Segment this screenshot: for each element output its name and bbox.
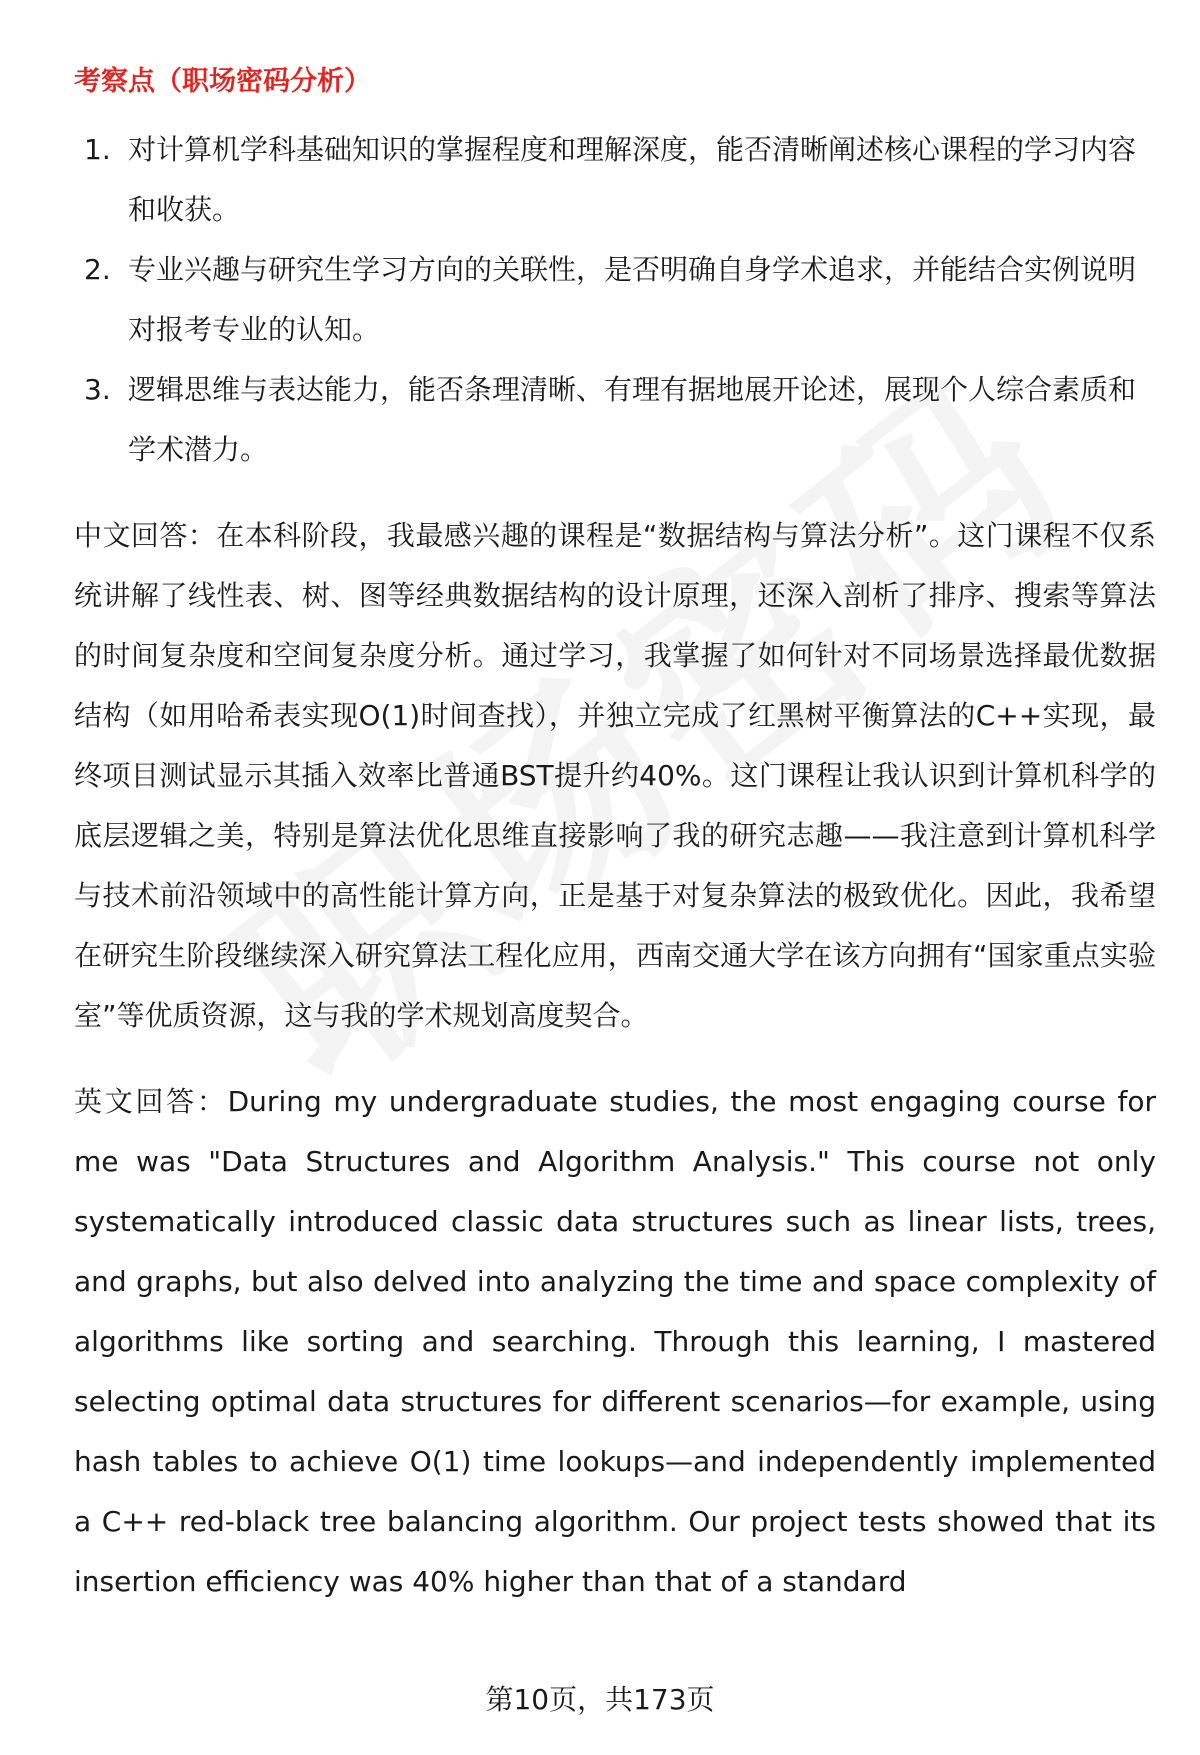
point-text: 对计算机学科基础知识的掌握程度和理解深度，能否清晰阐述核心课程的学习内容和收获。 [128,133,1137,226]
document-page [74,58,1156,1612]
page-number-footer: 第10页，共173页 [485,1683,715,1716]
assessment-point [74,120,1156,240]
assessment-point [74,360,1156,480]
point-text: 逻辑思维与表达能力，能否条理清晰、有理有据地展开论述，展现个人综合素质和学术潜力。 [128,373,1137,466]
chinese-answer [74,506,1156,1046]
english-answer-label: 英文回答： [74,1085,228,1118]
assessment-points-list [74,120,1156,480]
chinese-answer-label: 中文回答： [74,519,217,552]
chinese-answer-text: 在本科阶段，我最感兴趣的课程是“数据结构与算法分析”。这门课程不仅系统讲解了线性表、树、图等经典数据结构的设计原理，还深入剖析了排序、搜索等算法的时间复杂度和空间复杂度分析。通过学习，我掌握了如何针对不同场景选择最优数据结构（如用哈希表实现O(1)时间查找），并独立完成了红黑树平衡算法的C++实现，最终项目测试显示其插入效率比普通BST提升约40%。这门课程让我认识到计算机科学的底层逻辑之美，特别是算法优化思维直接影响了我的研究志趣——我注意到计算机科学与技术前沿领域中的高性能计算方向，正是基于对复杂算法的极致优化。因此，我希望在研究生阶段继续深入研究算法工程化应用，西南交通大学在该方向拥有“国家重点实验室”等优质资源，这与我的学术规划高度契合。 [74,519,1156,1032]
point-number: 2. [84,253,111,286]
point-text: 专业兴趣与研究生学习方向的关联性，是否明确自身学术追求，并能结合实例说明对报考专业的认知。 [128,253,1137,346]
point-number: 1. [84,133,111,166]
point-number: 3. [84,373,111,406]
english-answer [74,1072,1156,1612]
english-answer-text: During my undergraduate studies, the most engaging course for me was "Data Structures and Algorithm Analysis." This course not only systematically introduced classic data structures such as linear lists, trees, and graphs, but also delved into analyzing the time and space complexity of algorithms like sorting and searching. Through this learning, I mastered selecting optimal data structures for different scenarios—for example, using hash tables to achieve O(1) time lookups—and independently implemented a C++ red-black tree balancing algorithm. Our project tests showed that its insertion efficiency was 40% higher than that of a standard [74,1085,1156,1598]
section-title: 考察点（职场密码分析） [74,66,371,97]
assessment-point [74,240,1156,360]
